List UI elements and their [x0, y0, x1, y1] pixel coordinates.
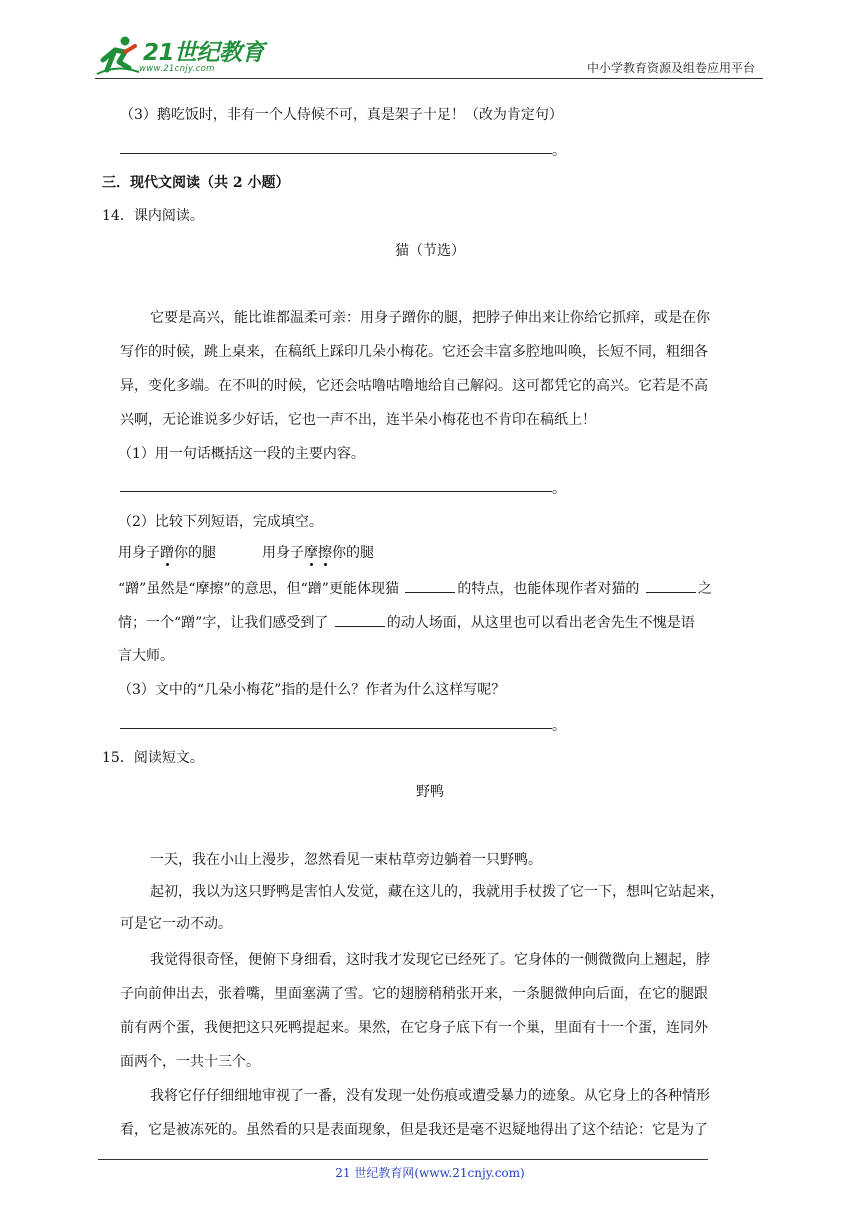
q14-passage-line: 异，变化多端。在不叫的时候，它还会咕噜咕噜地给自己解闷。这可都凭它的高兴。它若是不高 [120, 378, 708, 394]
q15-label: 15．阅读短文。 [102, 750, 204, 766]
platform-name: 中小学教育资源及组卷应用平台 [586, 61, 755, 75]
fill-text: “蹭”虽然是“摩擦”的意思，但“蹭”更能体现猫 [118, 581, 404, 597]
q14-passage-line: 写作的时候，跳上桌来，在稿纸上踩印几朵小梅花。它还会丰富多腔地叫唤，长短不同，粗细各 [120, 344, 708, 360]
q15-passage-line: 可是它一动不动。 [120, 916, 232, 932]
section-3-title: 三．现代文阅读（共 2 小题） [102, 175, 290, 191]
phrase-2-dotted-char: 摩 [304, 545, 318, 561]
q14-passage-line: 兴啊，无论谁说多少好话，它也一声不出，连半朵小梅花也不肯印在稿纸上！ [120, 412, 596, 428]
fill-text: 的特点，也能体现作者对猫的 [457, 581, 644, 597]
q15-passage-line: 起初，我以为这只野鸭是害怕人发觉，藏在这儿的，我就用手杖拨了它一下，想叫它站起来， [150, 884, 724, 900]
q14-title: 猫（节选） [395, 243, 465, 259]
q15-passage-line: 前有两个蛋，我便把这只死鸭提起来。果然，在它身子底下有一个巢，里面有十一个蛋，连同外 [120, 1020, 708, 1036]
fill-blank[interactable] [335, 612, 385, 627]
q15-passage-line: 我觉得很奇怪，便俯下身细看，这时我才发现它已经死了。它身体的一侧微微向上翘起，脖 [150, 952, 710, 968]
logo-url: www.21cnjy.com [139, 64, 215, 74]
q14-sub3: （3）文中的“几朵小梅花”指的是什么？作者为什么这样写呢？ [118, 682, 506, 698]
q14-sub1-answer-line[interactable] [120, 491, 552, 492]
runner-logo-icon [95, 34, 141, 78]
q14-fill-line-1 [118, 578, 712, 599]
phrase-2-dotted-char: 擦 [318, 545, 332, 561]
logo [95, 34, 265, 78]
fill-blank[interactable] [646, 578, 696, 593]
q15-passage-line: 我将它仔仔细细地审视了一番，没有发现一处伤痕或遭受暴力的迹象。从它身上的各种情形 [150, 1088, 710, 1104]
q14-passage-line: 它要是高兴，能比谁都温柔可亲：用身子蹭你的腿，把脖子伸出来让你给它抓痒，或是在你 [150, 310, 710, 326]
page-header [95, 34, 765, 78]
q15-passage-line: 面两个，一共十三个。 [120, 1054, 260, 1070]
q14-sub1: （1）用一句话概括这一段的主要内容。 [118, 446, 365, 462]
header-divider [95, 78, 763, 79]
fill-blank[interactable] [405, 578, 455, 593]
phrase-1-prefix: 用身子 [118, 545, 160, 561]
q14-label: 14．课内阅读。 [102, 208, 204, 224]
footer-text[interactable]: 21 世纪教育网(www.21cnjy.com) [335, 1166, 525, 1180]
phrase-2-suffix: 你的腿 [332, 545, 374, 561]
q13-answer-line[interactable] [120, 153, 552, 154]
q13-sub3: （3）鹅吃饭时，非有一个人侍候不可，真是架子十足！（改为肯定句） [120, 107, 563, 123]
q14-sub3-answer-line[interactable] [120, 728, 552, 729]
fill-text: 情；一个“蹭”字，让我们感受到了 [118, 615, 333, 631]
logo-text: 21世纪教育 [143, 40, 265, 66]
q15-title: 野鸭 [416, 784, 444, 800]
q15-passage-line: 一天，我在小山上漫步，忽然看见一束枯草旁边躺着一只野鸭。 [150, 852, 542, 868]
q14-phrase-1 [118, 543, 216, 563]
phrase-2-prefix: 用身子 [262, 545, 304, 561]
q14-sub1-period: 。 [552, 481, 566, 497]
q13-answer-period: 。 [552, 143, 566, 159]
q15-passage-line: 子向前伸出去，张着嘴，里面塞满了雪。它的翅膀稍稍张开来，一条腿微伸向后面，在它的腿跟 [120, 986, 708, 1002]
q14-sub3-period: 。 [552, 718, 566, 734]
q14-fill-line-2 [118, 612, 695, 633]
phrase-1-suffix: 你的腿 [174, 545, 216, 561]
footer-divider [98, 1159, 708, 1160]
fill-text: 之 [697, 581, 712, 597]
phrase-1-dotted-char: 蹭 [160, 545, 174, 561]
q14-phrase-2 [262, 543, 374, 563]
fill-text: 的动人场面，从这里也可以看出老舍先生不愧是语 [386, 615, 695, 631]
q14-fill-line-3: 言大师。 [118, 648, 174, 664]
q15-passage-line: 看，它是被冻死的。虽然看的只是表面现象，但是我还是毫不迟疑地得出了这个结论：它是为了 [120, 1122, 708, 1138]
q14-sub2: （2）比较下列短语，完成填空。 [118, 514, 323, 530]
